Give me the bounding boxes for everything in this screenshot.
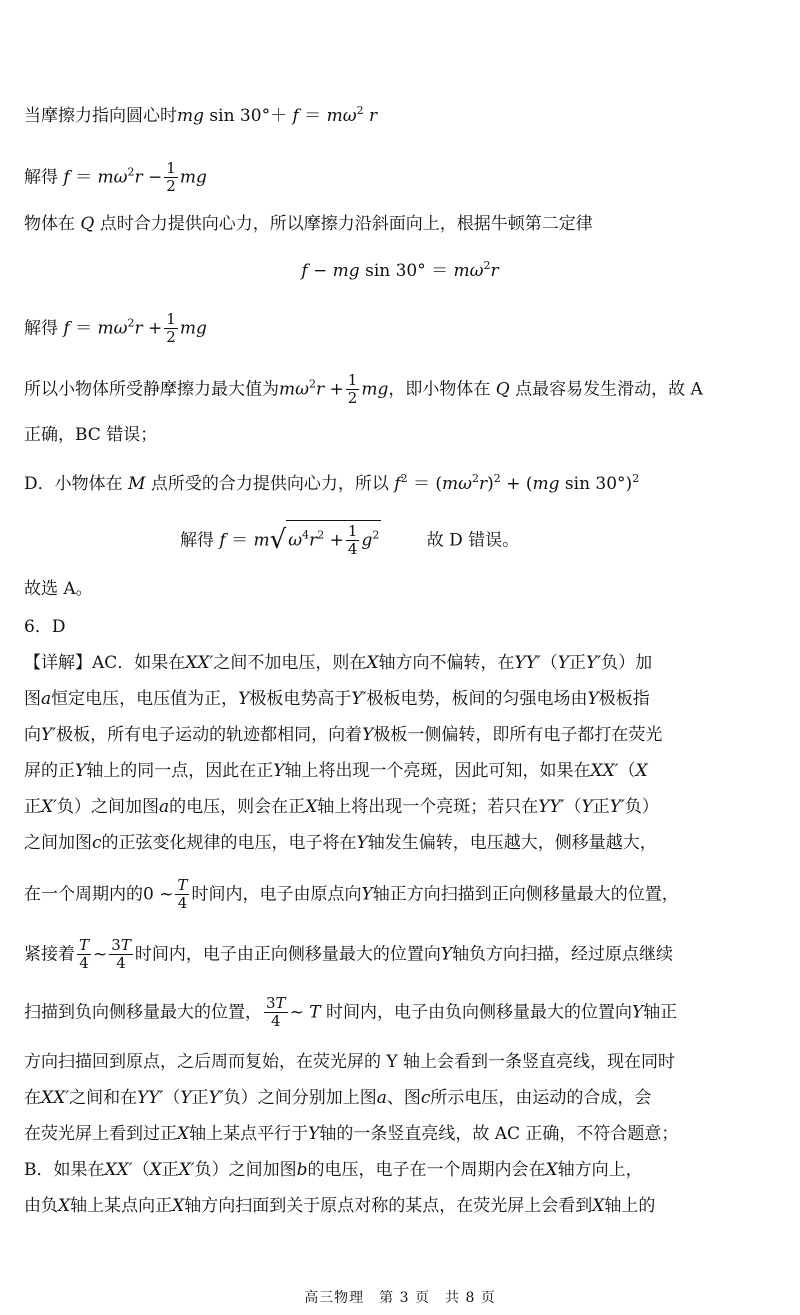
- answer-6: 6．D: [24, 617, 66, 637]
- line-6: 所以小物体所受静摩擦力最大值为$m\omega^2r$ + $\frac{1}{2}$ mg，即小物体在 Q 点最容易发生滑动，故 A: [24, 371, 703, 408]
- page-footer: 高三物理 第 3 页 共 8 页: [304, 1290, 496, 1306]
- para-line-3: 向Y′极板，所有电子运动的轨迹都相同，向着Y极板一侧偏转，即所有电子都打在荧光: [24, 725, 663, 745]
- para-line-5: 正X′负）之间加图a的电压，则会在正X轴上将出现一个亮斑；若只在YY′（Y正Y′负）: [24, 797, 659, 817]
- para-line-2: 图a恒定电压，电压值为正，Y极板电势高于Y′极板电势，板间的匀强电场由Y极板指: [24, 689, 650, 709]
- para-line-7: 在一个周期内的0 ~ $\frac{T}{4}$ 时间内，电子由原点向Y轴正方向扫描到正向侧移量最大的位置，: [24, 876, 679, 913]
- line-3: 物体在 Q 点时合力提供向心力，所以摩擦力沿斜面向上，根据牛顿第二定律: [24, 214, 593, 234]
- para-line-4: 屏的正Y轴上的同一点，因此在正Y轴上将出现一个亮斑，因此可知，如果在XX′（X: [24, 761, 648, 781]
- line-1: 当摩擦力指向圆心时mg $\sin 30^\circ+ f = m\omega^2$ r: [24, 104, 378, 126]
- line-8: D．小物体在 M 点所受的合力提供向心力，所以 $f^2 = (m\omega^2r)^2 + (mg$ sin 30°)$^2$: [24, 472, 640, 494]
- equation-center: f − mg $\sin 30^\circ = m\omega^2r$: [301, 259, 499, 281]
- line-9: 解得 f ＝ m√ $\omega^4r^2$ + $\frac{1}{4}$ $g^2$ 故 D 错误。: [180, 522, 520, 559]
- line-10: 故选 A。: [24, 579, 93, 599]
- line-2: 解得 $f = m\omega^2r$ − $\frac{1}{2}$ mg: [24, 159, 207, 196]
- para-line-1: 【详解】AC．如果在XX′之间不加电压，则在X轴方向不偏转，在YY′（Y正Y′负）加: [24, 653, 653, 673]
- line-7: 正确，BC 错误；: [24, 425, 158, 445]
- para-line-13: B．如果在XX′（X正X′负）之间加图b的电压，电子在一个周期内会在X轴方向上，: [24, 1160, 643, 1180]
- para-line-10: 方向扫描回到原点，之后周而复始，在荧光屏的 Y 轴上会看到一条竖直亮线，现在同时: [24, 1052, 676, 1072]
- line-5: 解得 $f = m\omega^2r$ + $\frac{1}{2}$ mg: [24, 310, 207, 347]
- para-line-6: 之间加图c的正弦变化规律的电压，电子将在Y轴发生偏转，电压越大，侧移量越大，: [24, 833, 657, 853]
- para-line-8: 紧接着 $\frac{T}{4}$ ~ $\frac{3T}{4}$ 时间内，电子由正向侧移量最大的位置向Y轴负方向扫描，经过原点继续: [24, 936, 674, 973]
- para-line-9: 扫描到负向侧移量最大的位置， $\frac{3T}{4}$ ~ T 时间内，电子由负向侧移量最大的位置向Y轴正: [24, 994, 678, 1031]
- para-line-14: 由负X轴上某点向正X轴方向扫面到关于原点对称的某点，在荧光屏上会看到X轴上的: [24, 1196, 656, 1216]
- para-line-12: 在荧光屏上看到过正X轴上某点平行于Y轴的一条竖直亮线，故 AC 正确，不符合题意；: [24, 1124, 679, 1144]
- para-line-11: 在XX′之间和在YY′（Y正Y′负）之间分别加上图a、图c所示电压，由运动的合成，会: [24, 1088, 652, 1108]
